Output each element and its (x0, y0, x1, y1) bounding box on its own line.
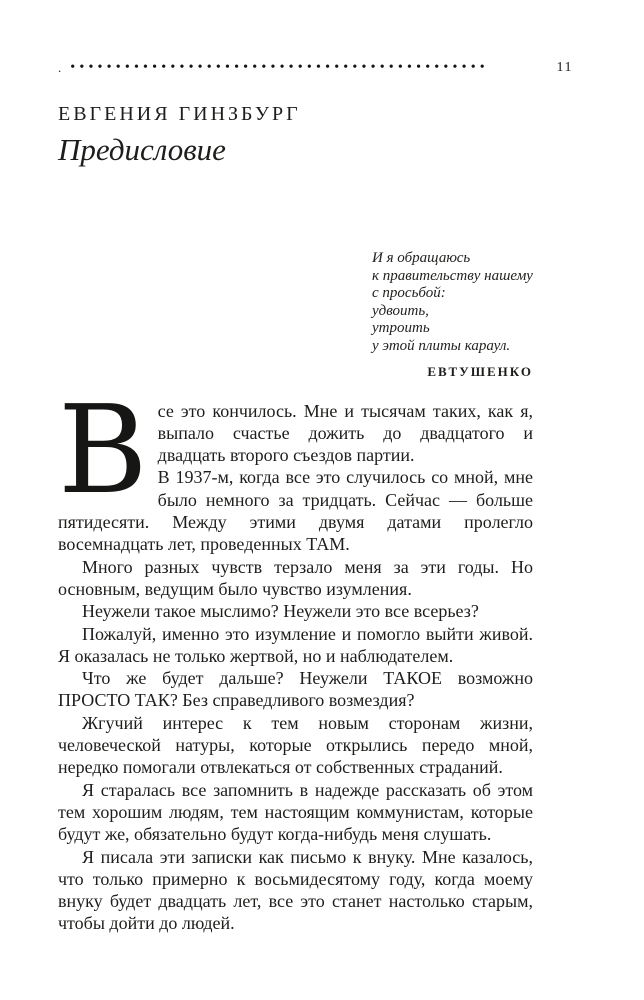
epigraph-attribution: ЕВТУШЕНКО (427, 363, 533, 379)
epigraph-line: удвоить, (372, 302, 429, 319)
epigraph-line: И я обращаюсь (372, 250, 471, 266)
epigraph-line: с просьбой: (372, 285, 446, 302)
epigraph-line: у этой плиты караул. (372, 337, 511, 354)
paragraph: Что же будет дальше? Неужели ТАКОЕ возможно ПРОСТО ТАК? Без справедливого возмездия? (58, 668, 533, 711)
paragraph: Я писала эти записки как письмо к внуку. Мне казалось, что только примерно к восьмидесятому году, когда моему внуку будет двадцать лет, все это станет настолько старым, чтобы дойти до людей. (58, 846, 533, 934)
author-name: ЕВГЕНИЯ ГИНЗБУРГ (58, 103, 301, 125)
paragraph: Я старалась все запомнить в надежде рассказать об этом тем хорошим людям, тем настоящим коммунистам, которые будут же, обязательно будут когда-нибудь меня слушать. (58, 779, 533, 845)
running-head (58, 60, 573, 76)
epigraph (372, 250, 533, 380)
paragraph: Много разных чувств терзало меня за эти годы. Но основным, ведущим было чувство изумления. (58, 556, 533, 599)
drop-cap-letter: В (58, 378, 148, 521)
page-number: 11 (556, 60, 573, 75)
paragraph-text: се это кончилось. Мне и тысячам таких, как я, выпало счастье дожить до двадцатого и двадцать второго съездов партии. (157, 400, 533, 466)
paragraph: В 1937-м, когда все это случилось со мной, мне было немного за тридцать. Сейчас — больше пятидесяти. Между этими двумя датами пролегло восемнадцать лет, проведенных ТАМ. (58, 467, 533, 555)
body-text (58, 378, 533, 935)
running-head-dot-leader: •••••••••••••••••••••••••••••••••••••••••••••• (70, 60, 489, 75)
paragraph: Пожалуй, именно это изумление и помогло выйти живой. Я оказалась не только жертвой, но и наблюдателем. (58, 623, 533, 666)
chapter-title: Предисловие (58, 132, 226, 167)
paragraph: Жгучий интерес к тем новым сторонам жизни, человеческой натуры, которые открылись передо мной, нередко помогали отвлекаться от собственных страданий. (58, 712, 533, 778)
epigraph-line: утроить (372, 320, 430, 337)
epigraph-line: к правительству нашему (372, 267, 533, 284)
paragraph: Неужели такое мыслимо? Неужели это все всерьез? (82, 601, 479, 622)
running-head-left-dot: . (58, 60, 62, 75)
page-content (58, 60, 573, 935)
